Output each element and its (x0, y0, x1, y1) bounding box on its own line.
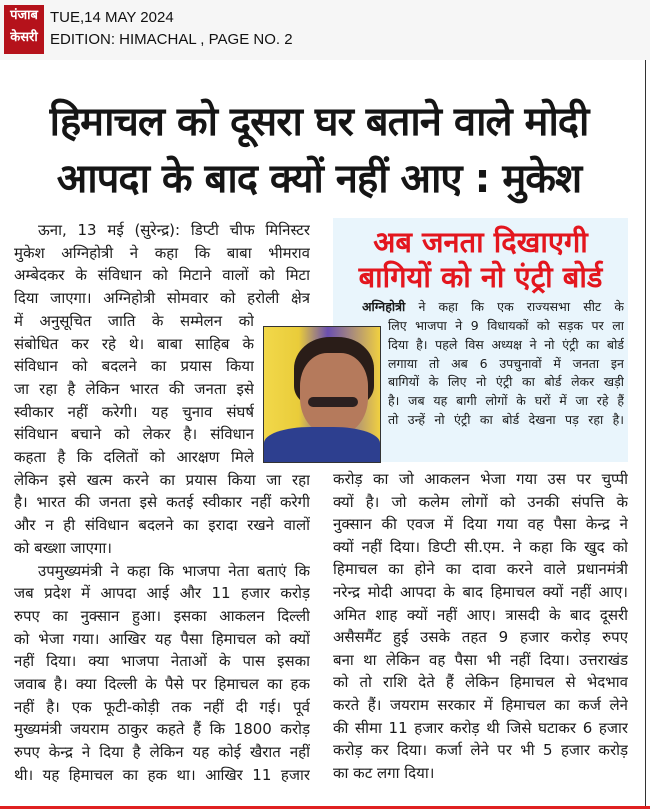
article-line: का कट लगा दिया। (333, 763, 435, 782)
article-line: और न ही संविधान बदलने का इरादा रखने वालों (14, 516, 310, 535)
article-line: में अनुसूचित जाति के सम्मेलन को (14, 311, 254, 330)
article-line: अम्बेदकर के संविधान को मिटाने वालों को मिटा (14, 266, 310, 285)
sidebar-line: तो उन्हें नो एंट्री का बोर्ड देखना पड़ रहा है। (388, 412, 624, 427)
headline-line-1: हिमाचल को दूसरा घर बताने वाले मोदी (49, 99, 589, 145)
sidebar-line: है। जब यह बागी लोगों के घरों में जा रहे हैं (388, 393, 624, 409)
mukesh-agnihotri-photo (263, 326, 381, 463)
edition-date: TUE,14 MAY 2024 (50, 9, 174, 26)
article-line: रुपए केन्द्र ने दिया है लेकिन यह कोई खैरात नहीं (14, 743, 310, 762)
article-line: क्यों नहीं दिया। डिप्टी सी.एम. ने कहा कि खुद को (333, 537, 628, 556)
article-line: नहीं है। एक फूटी-कोड़ी तक नहीं दी गई। पूर्व (14, 697, 310, 716)
headline-line-2: आपदा के बाद क्यों नहीं आए : मुकेश (56, 156, 582, 202)
sidebar-lead: अग्निहोत्री (362, 299, 406, 314)
article-line: बना था लेकिन वह पैसा भी नहीं दिया। उत्तराखंड (333, 650, 628, 669)
article-line: लेकिन इसे खत्म करने का प्रयास किया जा रहा (14, 470, 310, 489)
article-line: मुख्यमंत्री जयराम ठाकुर कहते हैं कि 1800 करोड़ (14, 720, 310, 739)
sidebar-line (362, 298, 624, 317)
logo-line-2: केसरी (10, 30, 38, 45)
edition-info: EDITION: HIMACHAL , PAGE NO. 2 (50, 31, 293, 48)
article-line: नरेन्द्र मोदी आपदा के बाद हिमाचल क्यों नहीं आए। (333, 583, 628, 601)
article-line: संविधान बचाने को लेकर है। संविधान (14, 425, 254, 444)
sidebar-line: लगाया तो अब 6 उपचुनावों में जनता इन (388, 355, 624, 371)
masthead-bar (0, 0, 650, 60)
article-line: संबोधित कर रहे थे। बाबा साहिब के (14, 334, 254, 353)
article-line: संविधान को बदलने का प्रयास किया (14, 357, 254, 376)
article-line: उपमुख्यमंत्री ने कहा कि भाजपा नेता बताएं कि (38, 561, 310, 580)
article-line: जब प्रदेश में आपदा आई और 11 हजार करोड़ (14, 584, 310, 603)
article-line: हिमाचल का होने का दावा करने वाले प्रधानमंत्री (333, 560, 628, 579)
article-line: जा रहा है लेकिन भारत की जनता इसे (14, 379, 254, 398)
logo-line-1: पंजाब (10, 8, 38, 23)
sidebar-line-text: ने कहा कि एक राज्यसभा सीट के (418, 299, 624, 314)
article-line: को तो राशि देते हैं लेकिन हिमाचल से भेदभाव (333, 673, 628, 692)
article-line: की सीमा 11 हजार करोड़ थी जिसे घटाकर 6 हजार (333, 718, 628, 737)
article-line: करोड़ का जो आकलन भेजा गया उस पर चुप्पी (333, 470, 628, 488)
article-line: को बख्शा जाएगा। (14, 538, 112, 557)
sidebar-headline-1: अब जनता दिखाएगी (373, 225, 588, 259)
article-line: स्वीकार नहीं करेगी। यह चुनाव संघर्ष (14, 402, 254, 421)
sidebar-line: लिए भाजपा ने 9 विधायकों को सड़क पर ला (388, 318, 624, 333)
article-line: थी। यह हिमाचल का हक था। आखिर 11 हजार (14, 765, 310, 784)
sidebar-headline-2: बागियों को नो एंट्री बोर्ड (358, 260, 603, 294)
article-line: है। भारत की जनता इसे कतई स्वीकार नहीं करेगी (14, 493, 310, 512)
article-line: रुपए का नुक्सान हुआ। इसका आकलन दिल्ली (14, 606, 310, 625)
article-line: कहता है कि दलितों को आरक्षण मिले (14, 448, 254, 466)
article-line: मुकेश अग्निहोत्री ने कहा कि बाबा भीमराव (14, 243, 310, 262)
newspaper-logo (4, 5, 44, 54)
article-line: असैसमैंट हुई उसके तहत 9 हजार करोड़ रुपए (333, 628, 628, 647)
article-line: दिया जाएगा। अग्निहोत्री सोमवार को हरोली क्षेत्र (14, 289, 310, 308)
article-line: नहीं दिया। क्या भाजपा नेताओं के पास इसका (14, 652, 310, 671)
article-line: करोड़ कर दिया। कर्जा लेने पर भी 5 हजार करोड़ (333, 741, 628, 760)
article-line: ऊना, 13 मई (सुरेन्द्र): डिप्टी चीफ मिनिस्टर (38, 221, 310, 239)
article-line: अमित शाह क्यों नहीं आए। त्रासदी के बाद दूसरी (333, 605, 628, 624)
sidebar-line: बागियों के लिए नो एंट्री का बोर्ड लेकर खड़ी (388, 374, 624, 390)
sidebar-line: दिया है। पहले विस अध्यक्ष ने नो एंट्री का बोर्ड (388, 336, 624, 352)
article-line: को भेजा गया। आखिर यह पैसा हिमाचल को क्यों (14, 629, 310, 648)
article-line: करते हैं। जयराम सरकार में हिमाचल का कर्ज लेने (333, 696, 628, 714)
bottom-rule (0, 806, 650, 809)
article-line: जवाब है। क्या दिल्ली के पैसे पर हिमाचल का हक (14, 675, 310, 693)
article-line: नुक्सान की एवज में दिया गया वह पैसा केन्द्र ने (333, 515, 628, 534)
article-line: क्यों है। जो कलेम लोगों को उनकी संपत्ति के (333, 492, 628, 511)
